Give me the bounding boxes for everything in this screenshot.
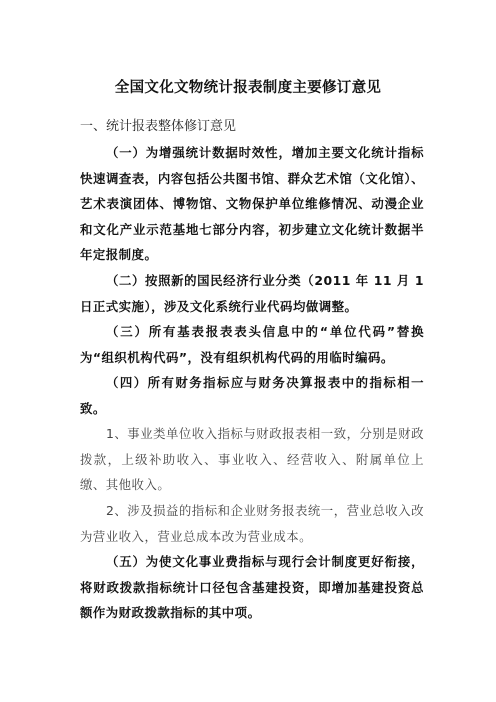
paragraph-4: （四）所有财务指标应与财务决算报表中的指标相一致。: [80, 375, 424, 416]
section-heading: 一、统计报表整体修订意见: [80, 119, 237, 134]
document-title: 全国文化文物统计报表制度主要修订意见: [114, 80, 382, 96]
sub-item-1: 1、事业类单位收入指标与财政报表相一致，分别是财政拨款，上级补助收入、事业收入、经营收入、附属单位上缴、其他收入。: [80, 426, 424, 492]
paragraph-1: （一）为增强统计数据时效性，增加主要文化统计指标快速调查表，内容包括公共图书馆、群众艺术馆（文化馆）、艺术表演团体、博物馆、文物保护单位维修情况、动漫企业和文化产业示范基地七部分内容，初步建立文化统计数据半年定报制度。: [80, 145, 424, 262]
paragraph-3: （三）所有基表报表表头信息中的“单位代码”替换为“组织机构代码”，没有组织机构代码的用临时编码。: [80, 324, 424, 365]
paragraph-5: （五）为使文化事业费指标与现行会计制度更好衔接，将财政拨款指标统计口径包含基建投资，即增加基建投资总额作为财政拨款指标的其中项。: [80, 554, 424, 620]
sub-item-2: 2、涉及损益的指标和企业财务报表统一，营业总收入改为营业收入，营业总成本改为营业成本。: [80, 503, 424, 544]
paragraph-2: （二）按照新的国民经济行业分类（2011 年 11 月 1 日正式实施），涉及文化系统行业代码均做调整。: [80, 273, 424, 314]
